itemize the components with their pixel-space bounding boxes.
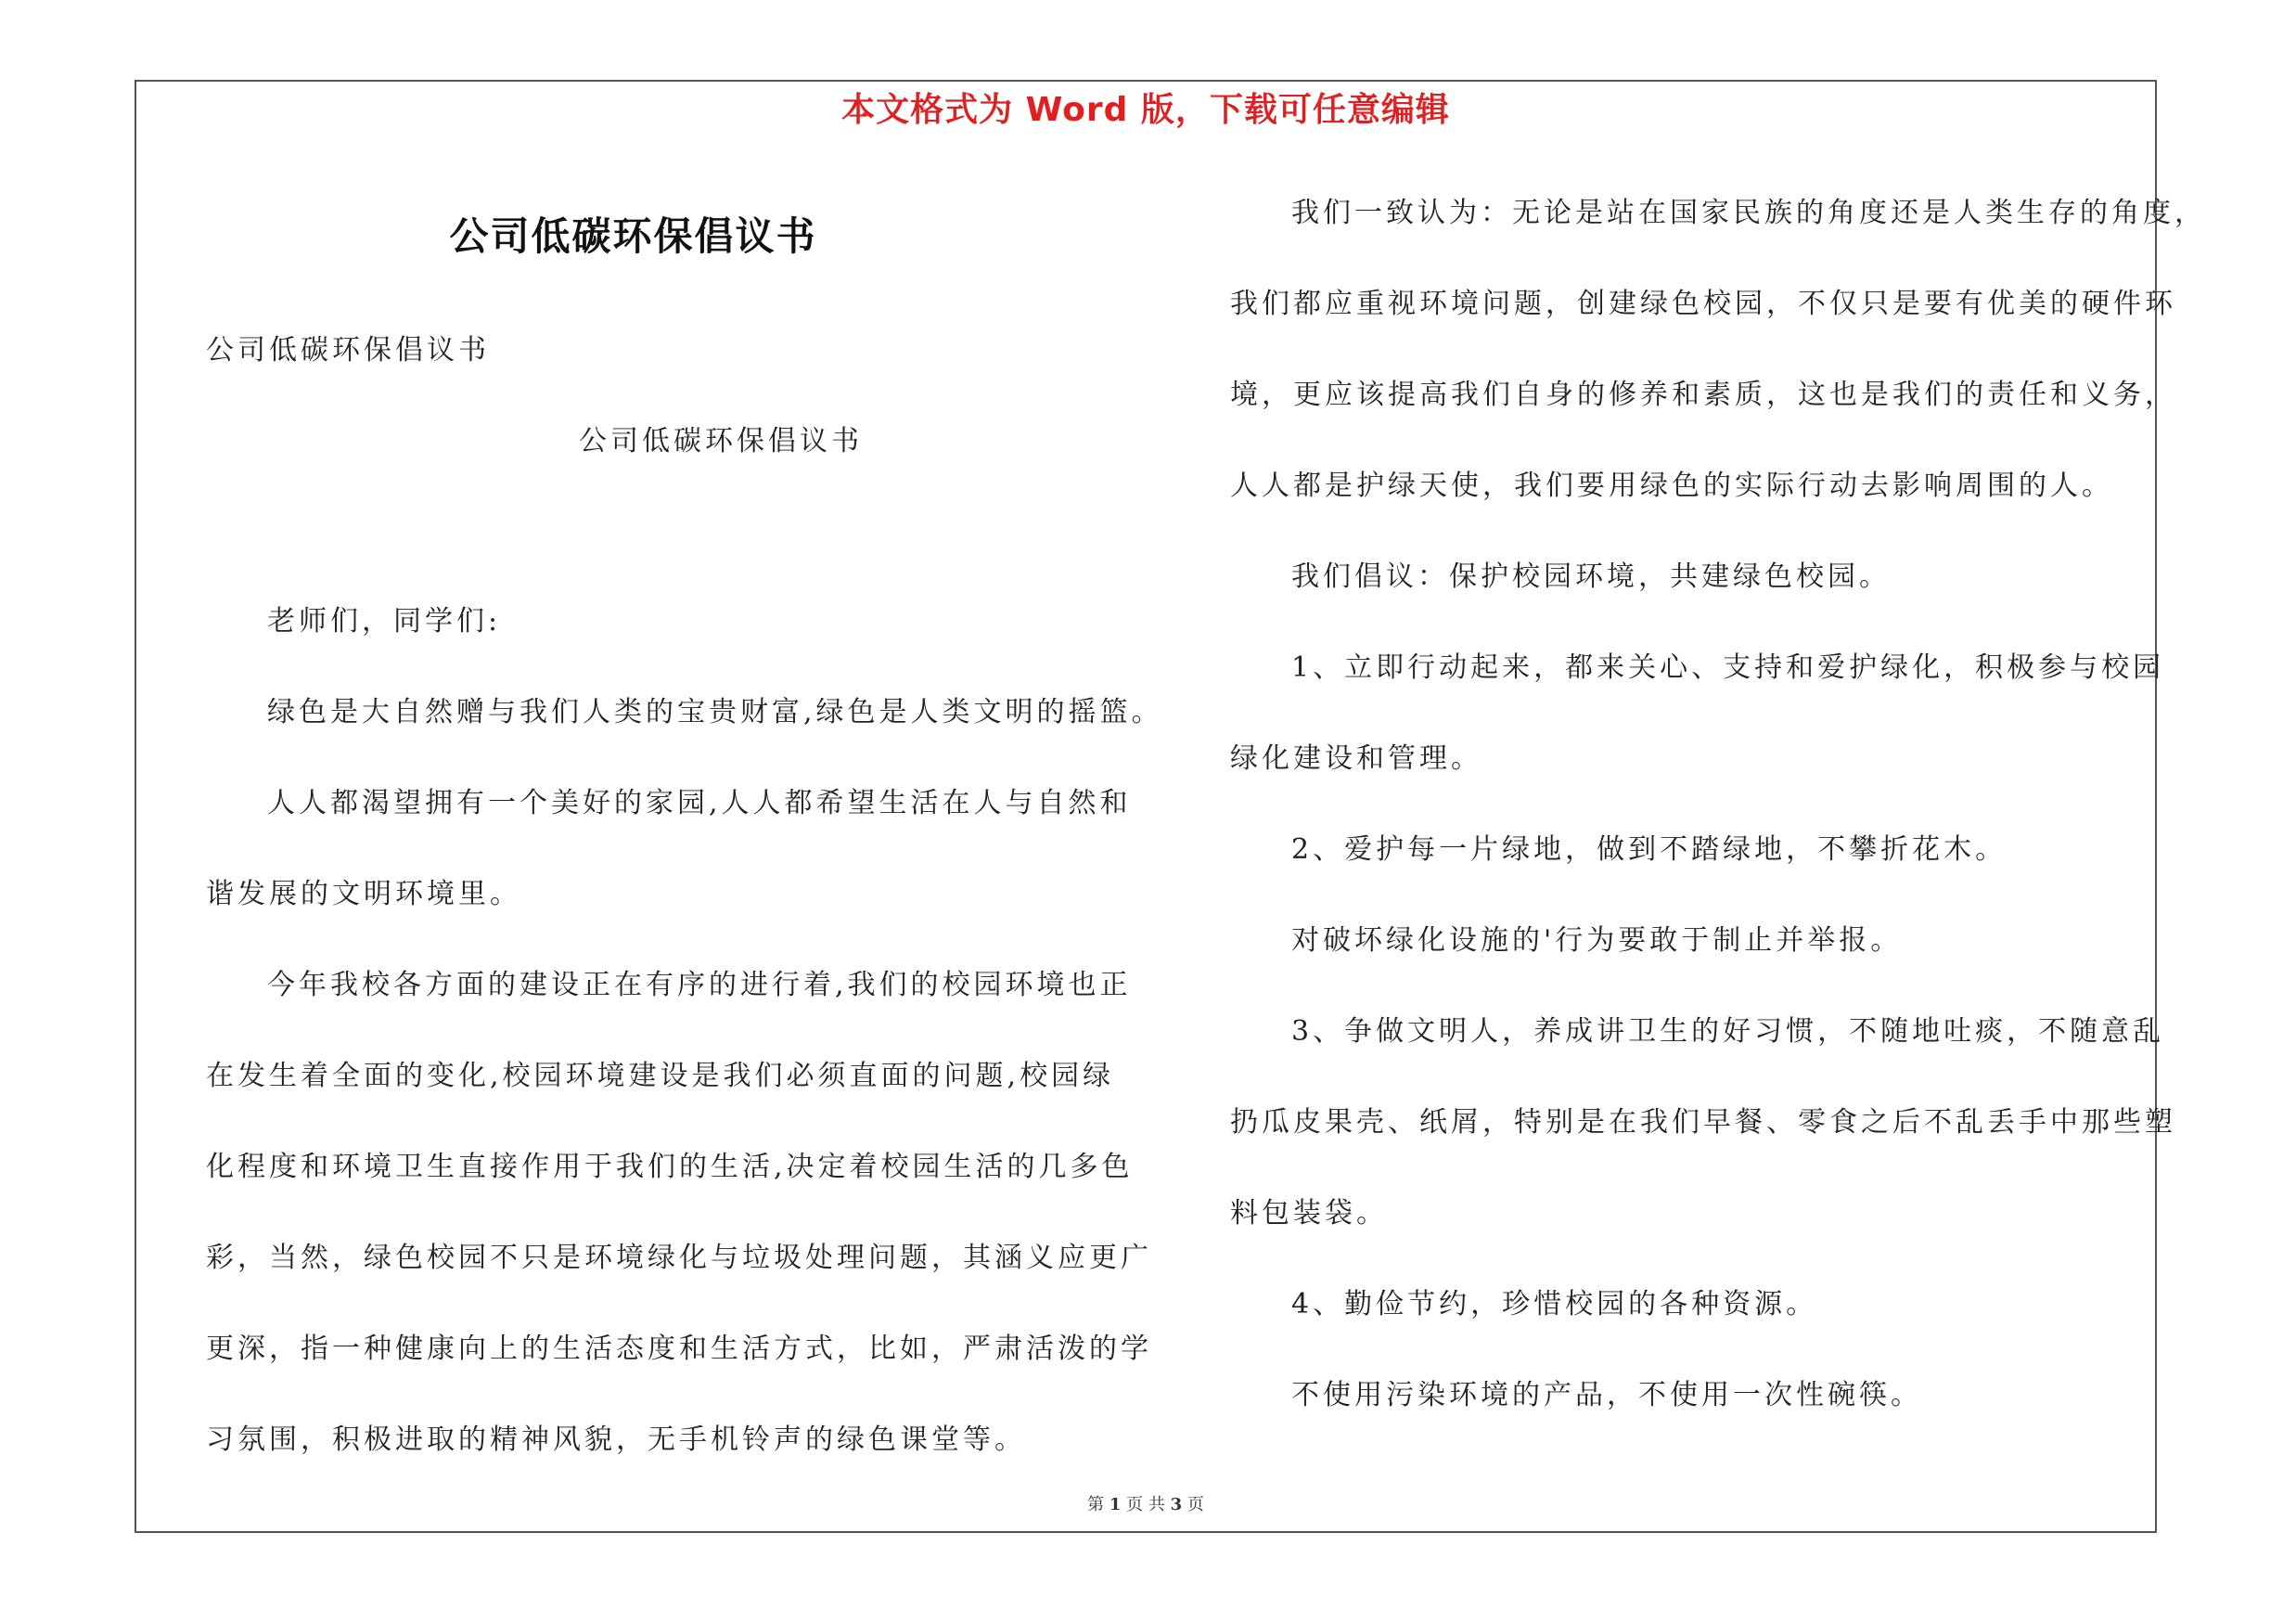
paragraph-line: 更深，指一种健康向上的生活态度和生活方式，比如，严肃活泼的学 [206, 1333, 1152, 1365]
paragraph-line: 绿化建设和管理。 [1230, 742, 1482, 775]
paragraph-line: 谐发展的文明环境里。 [206, 878, 521, 910]
paragraph-line: 彩，当然，绿色校园不只是环境绿化与垃圾处理问题，其涵义应更广 [206, 1242, 1152, 1274]
paragraph-line: 我们一致认为：无论是站在国家民族的角度还是人类生存的角度， [1291, 197, 2206, 229]
paragraph-line: 3、争做文明人，养成讲卫生的好习惯，不随地吐痰，不随意乱 [1291, 1015, 2165, 1048]
footer-prefix: 第 [1087, 1495, 1105, 1514]
paragraph-line: 对破坏绿化设施的'行为要敢于制止并举报。 [1291, 924, 1903, 957]
paragraph-line: 扔瓜皮果壳、纸屑，特别是在我们早餐、零食之后不乱丢手中那些塑 [1230, 1106, 2176, 1139]
footer-suffix: 页 [1186, 1495, 1204, 1514]
document-title: 公司低碳环保倡议书 [449, 213, 817, 259]
paragraph-line: 习氛围，积极进取的精神风貌，无手机铃声的绿色课堂等。 [206, 1423, 1026, 1456]
paragraph-line: 我们倡议：保护校园环境，共建绿色校园。 [1291, 560, 1891, 593]
total-page-number: 3 [1170, 1495, 1183, 1514]
footer-middle: 页 共 [1126, 1495, 1165, 1514]
paragraph-line: 我们都应重视环境问题，创建绿色校园，不仅只是要有优美的硬件环 [1230, 288, 2176, 320]
paragraph-line: 化程度和环境卫生直接作用于我们的生活,决定着校园生活的几多色 [206, 1151, 1134, 1183]
page-number-footer [135, 1491, 2157, 1515]
paragraph-line: 今年我校各方面的建设正在有序的进行着,我们的校园环境也正 [267, 969, 1132, 1001]
paragraph-line: 4、勤俭节约，珍惜校园的各种资源。 [1291, 1288, 1818, 1320]
paragraph-line: 在发生着全面的变化,校园环境建设是我们必须直面的问题,校园绿 [206, 1060, 1115, 1092]
paragraph-line: 1、立即行动起来，都来关心、支持和爱护绿化，积极参与校园 [1291, 651, 2165, 684]
left-line-heading: 公司低碳环保倡议书 [206, 334, 490, 367]
word-format-banner: 本文格式为 Word 版，下载可任意编辑 [841, 91, 1450, 129]
paragraph-line: 料包装袋。 [1230, 1197, 1388, 1230]
salutation: 老师们，同学们: [267, 605, 502, 638]
current-page-number: 1 [1109, 1495, 1122, 1514]
paragraph-line: 不使用污染环境的产品，不使用一次性碗筷。 [1291, 1379, 1922, 1411]
paragraph-line: 2、爱护每一片绿地，做到不踏绿地，不攀折花木。 [1291, 833, 2007, 866]
paragraph-line: 绿色是大自然赠与我们人类的宝贵财富,绿色是人类文明的摇篮。 [267, 696, 1163, 728]
paragraph-line: 人人都渴望拥有一个美好的家园,人人都希望生活在人与自然和 [267, 787, 1132, 819]
left-line-subheading: 公司低碳环保倡议书 [579, 425, 863, 457]
paragraph-line: 境，更应该提高我们自身的修养和素质，这也是我们的责任和义务， [1230, 379, 2176, 411]
paragraph-line: 人人都是护绿天使，我们要用绿色的实际行动去影响周围的人。 [1230, 470, 2113, 502]
